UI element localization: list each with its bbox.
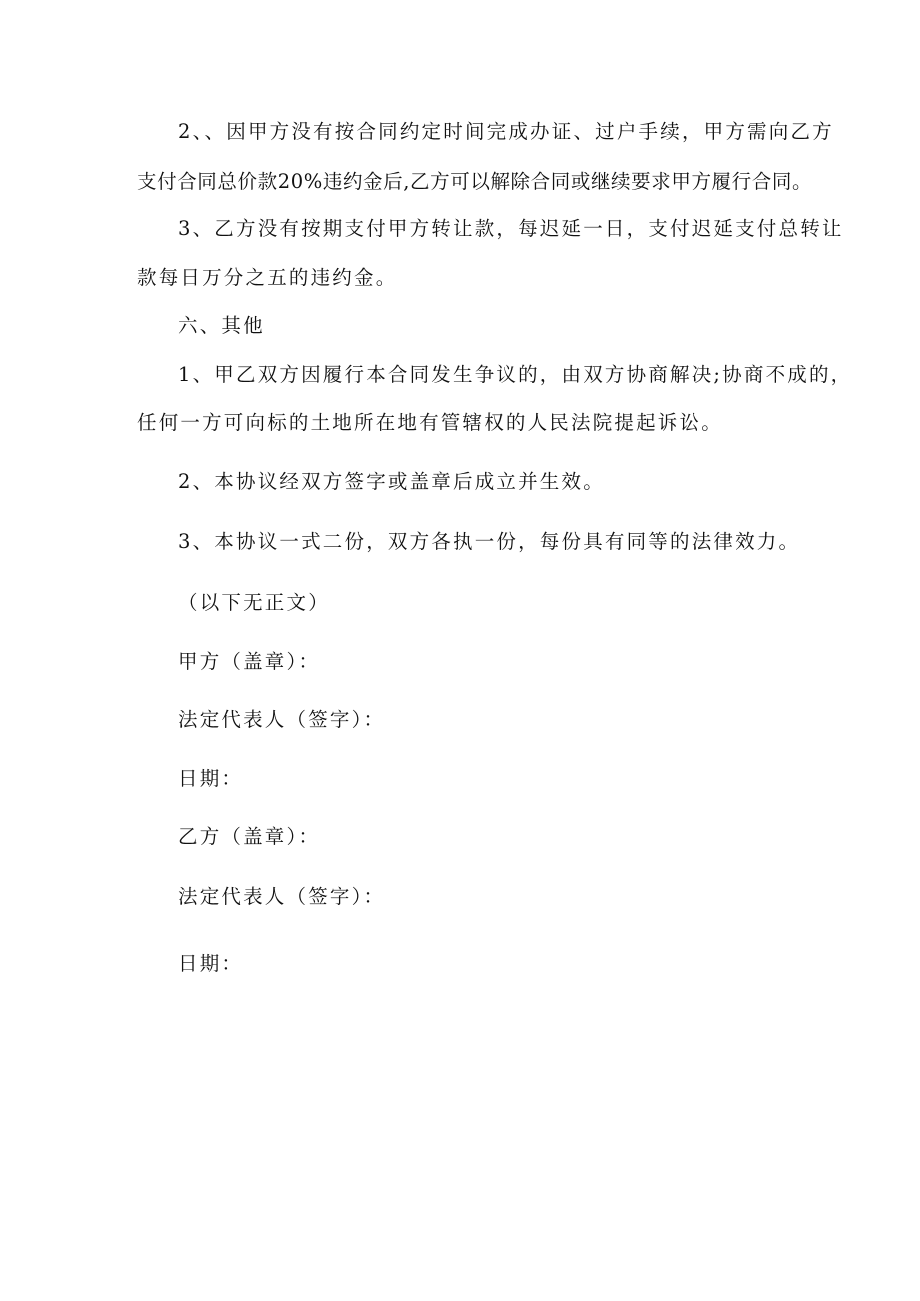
party-a-representative-label: 法定代表人（签字）：	[178, 708, 386, 731]
section-heading-other: 六、其他	[178, 314, 265, 337]
no-further-text-note: （以下无正文）	[178, 591, 330, 614]
party-b-seal-label: 乙方（盖章）：	[178, 825, 321, 848]
clause-3-line-1: 3、乙方没有按期支付甲方转让款，每迟延一日，支付迟延支付总转让	[178, 217, 844, 240]
other-clause-2: 2、本协议经双方签字或盖章后成立并生效。	[178, 470, 605, 493]
other-clause-1-line-2: 任何一方可向标的土地所在地有管辖权的人民法院提起诉讼。	[137, 411, 723, 434]
other-clause-3: 3、本协议一式二份，双方各执一份，每份具有同等的法律效力。	[178, 530, 801, 553]
clause-3-line-2: 款每日万分之五的违约金。	[137, 266, 398, 289]
clause-2-line-1: 2、、因甲方没有按合同约定时间完成办证、过户手续，甲方需向乙方	[178, 120, 834, 143]
clause-2-line-2: 支付合同总价款20%违约金后,乙方可以解除合同或继续要求甲方履行合同。	[137, 170, 813, 193]
party-b-representative-label: 法定代表人（签字）：	[178, 885, 386, 908]
party-a-seal-label: 甲方（盖章）：	[178, 650, 321, 673]
party-a-date-label: 日期：	[178, 767, 244, 790]
other-clause-1-line-1: 1、甲乙双方因履行本合同发生争议的，由双方协商解决;协商不成的，	[178, 363, 853, 386]
party-b-date-label: 日期：	[178, 952, 244, 975]
